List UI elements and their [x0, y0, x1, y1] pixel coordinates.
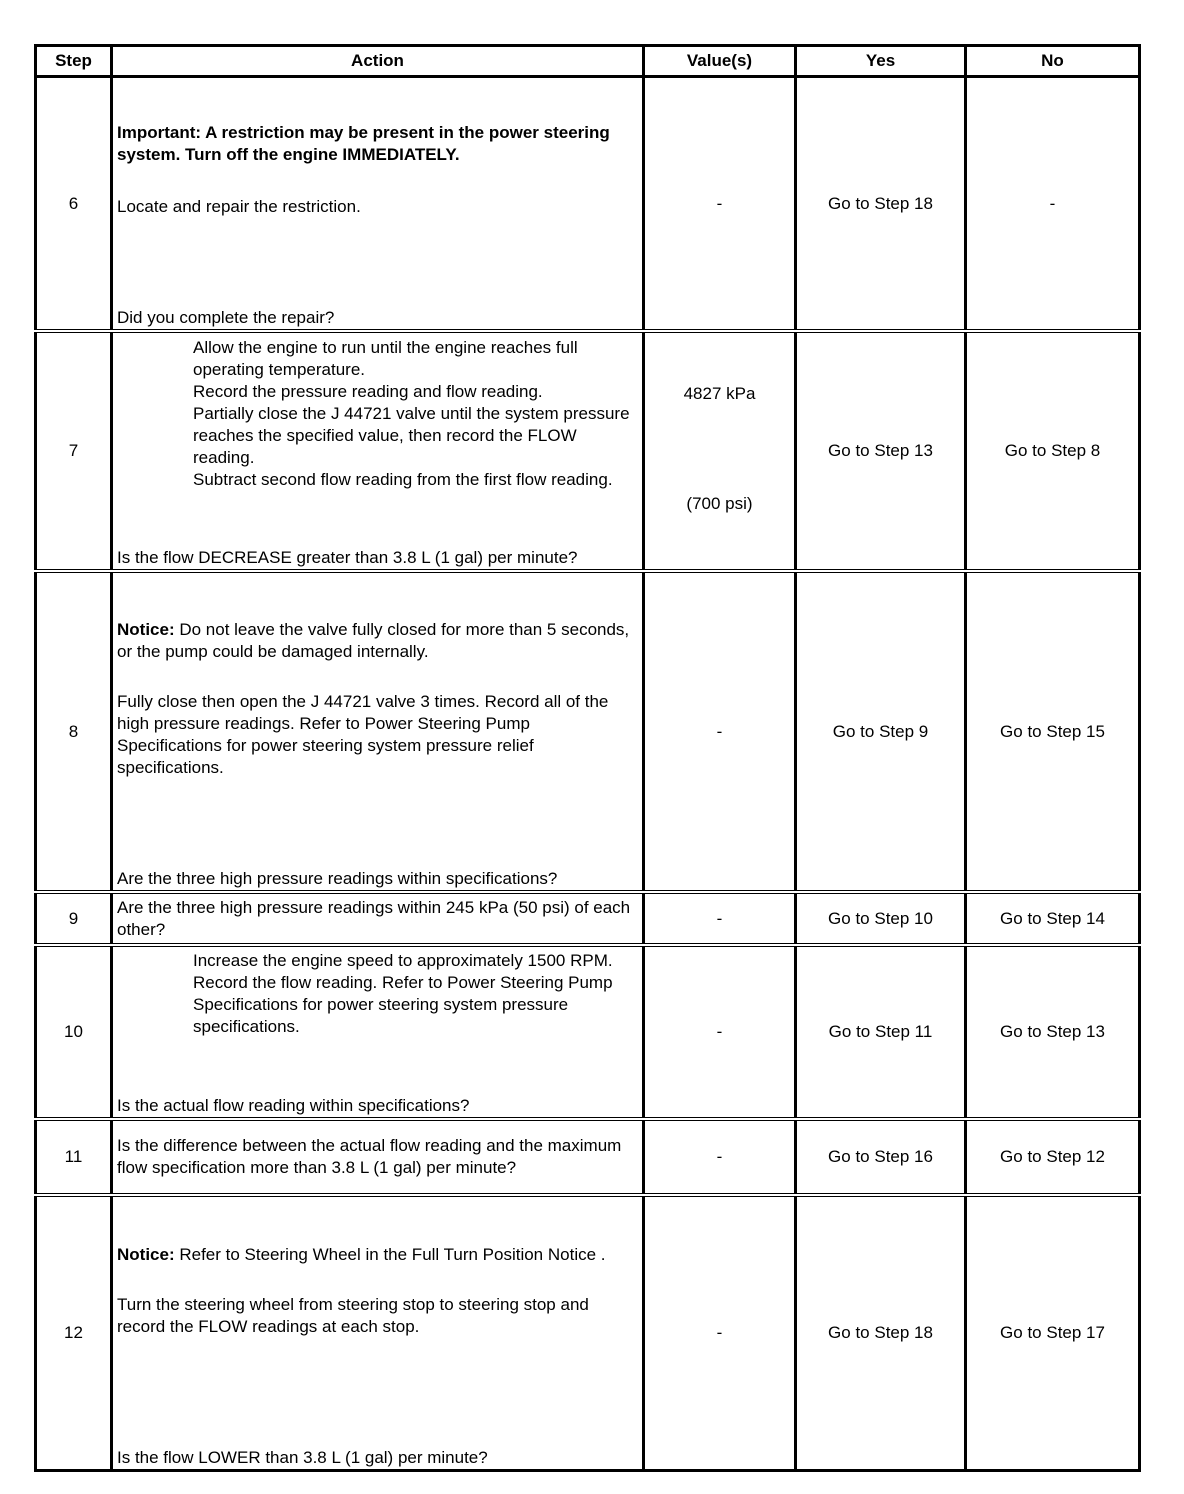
action-text: Fully close then open the J 44721 valve 3 times. Record all of the high pressure readings. Refer to Power Steering Pump Specifications for power steering system pressure relief specifications. — [117, 692, 609, 777]
notice-body: Refer to Steering Wheel in the Full Turn Position Notice . — [174, 1245, 606, 1264]
value-cell: - — [644, 1195, 796, 1471]
value-cell: - — [644, 1119, 796, 1195]
value-cell — [644, 331, 796, 571]
action-cell — [112, 945, 644, 1119]
table-row — [36, 77, 1140, 332]
action-item: Allow the engine to run until the engine reaches full operating temperature. — [193, 338, 578, 379]
notice-text — [117, 1244, 638, 1266]
yes-cell: Go to Step 10 — [796, 892, 966, 945]
yes-cell: Go to Step 18 — [796, 77, 966, 332]
value-cell: - — [644, 945, 796, 1119]
no-cell: Go to Step 13 — [966, 945, 1140, 1119]
value-cell: - — [644, 892, 796, 945]
action-cell — [112, 571, 644, 892]
notice-text — [117, 619, 638, 663]
action-item: Subtract second flow reading from the first flow reading. — [193, 470, 613, 489]
header-no: No — [966, 46, 1140, 77]
action-cell — [112, 77, 644, 332]
header-step: Step — [36, 46, 112, 77]
action-text: Locate and repair the restriction. — [117, 197, 361, 216]
table-row — [36, 571, 1140, 892]
table-row — [36, 945, 1140, 1119]
value-cell: - — [644, 571, 796, 892]
value-kpa: 4827 kPa — [683, 384, 756, 403]
action-cell — [112, 892, 644, 945]
header-row — [36, 46, 1140, 77]
header-values: Value(s) — [644, 46, 796, 77]
step-number: 9 — [36, 892, 112, 945]
no-cell: Go to Step 12 — [966, 1119, 1140, 1195]
value-cell: - — [644, 77, 796, 332]
action-cell — [112, 331, 644, 571]
yes-cell: Go to Step 16 — [796, 1119, 966, 1195]
header-yes: Yes — [796, 46, 966, 77]
action-question: Is the actual flow reading within specifications? — [117, 1096, 470, 1115]
action-item: Partially close the J 44721 valve until the system pressure reaches the specified value, then record the FLOW reading. — [193, 404, 630, 467]
action-question: Did you complete the repair? — [117, 308, 335, 327]
action-text: Turn the steering wheel from steering stop to steering stop and record the FLOW readings at each stop. — [117, 1295, 589, 1336]
step-number: 11 — [36, 1119, 112, 1195]
yes-cell: Go to Step 13 — [796, 331, 966, 571]
no-cell: - — [966, 77, 1140, 332]
action-question: Are the three high pressure readings within specifications? — [117, 869, 558, 888]
table-row — [36, 892, 1140, 945]
notice-body: Do not leave the valve fully closed for more than 5 seconds, or the pump could be damaged internally. — [117, 620, 630, 661]
action-question: Are the three high pressure readings within 245 kPa (50 psi) of each other? — [117, 897, 631, 939]
no-cell: Go to Step 14 — [966, 892, 1140, 945]
action-item: Record the flow reading. Refer to Power Steering Pump Specifications for power steering system pressure specifications. — [193, 973, 613, 1036]
table-row — [36, 331, 1140, 571]
action-question: Is the flow LOWER than 3.8 L (1 gal) per minute? — [117, 1448, 488, 1467]
yes-cell: Go to Step 18 — [796, 1195, 966, 1471]
notice-label: Notice: — [117, 1245, 175, 1264]
yes-cell: Go to Step 11 — [796, 945, 966, 1119]
step-number: 10 — [36, 945, 112, 1119]
no-cell: Go to Step 8 — [966, 331, 1140, 571]
no-cell: Go to Step 17 — [966, 1195, 1140, 1471]
step-number: 8 — [36, 571, 112, 892]
header-action: Action — [112, 46, 644, 77]
step-number: 7 — [36, 331, 112, 571]
action-cell — [112, 1119, 644, 1195]
action-item: Record the pressure reading and flow reading. — [193, 382, 543, 401]
action-cell — [112, 1195, 644, 1471]
action-item: Increase the engine speed to approximately 1500 RPM. — [193, 951, 613, 970]
diagnostic-table — [34, 44, 1141, 1472]
step-number: 6 — [36, 77, 112, 332]
action-question: Is the flow DECREASE greater than 3.8 L (1 gal) per minute? — [117, 548, 578, 567]
action-question: Is the difference between the actual flow reading and the maximum flow specification more than 3.8 L (1 gal) per minute? — [117, 1136, 622, 1177]
value-psi: (700 psi) — [686, 494, 753, 513]
table-row — [36, 1119, 1140, 1195]
notice-label: Notice: — [117, 620, 175, 639]
step-number: 12 — [36, 1195, 112, 1471]
no-cell: Go to Step 15 — [966, 571, 1140, 892]
important-text: Important: A restriction may be present in the power steering system. Turn off the engine IMMEDIATELY. — [117, 123, 610, 164]
table-row — [36, 1195, 1140, 1471]
yes-cell: Go to Step 9 — [796, 571, 966, 892]
